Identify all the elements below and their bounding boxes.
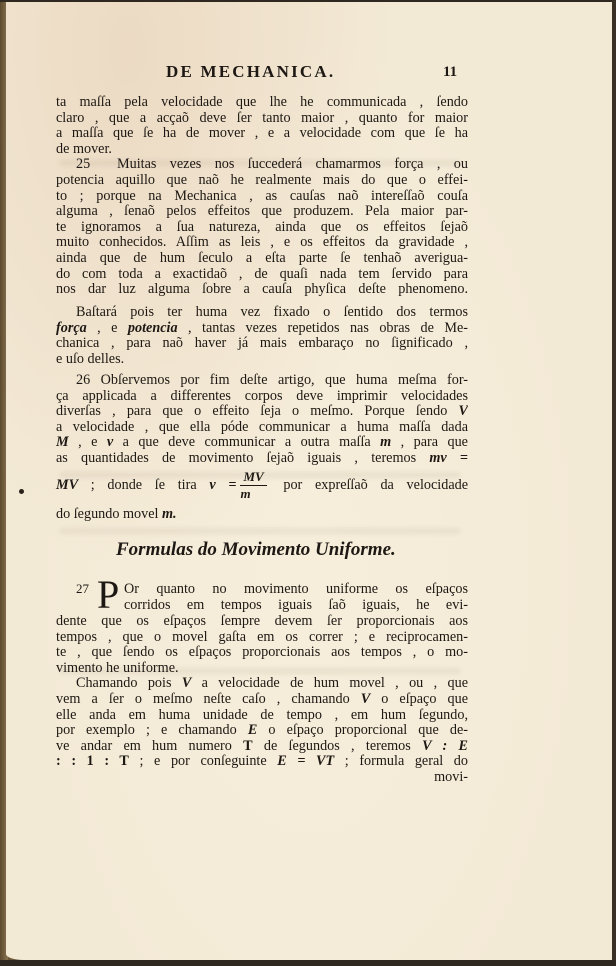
text-line xyxy=(56,451,468,467)
paragraph-26-first-line xyxy=(56,373,468,389)
text-line: te , que ſendo os eſpaços proporcionais aos tempos , o mo- xyxy=(56,645,468,661)
paragraph-number: 25 xyxy=(76,157,91,173)
text-line: dente que os eſpaços ſempre devem ſer proporcionais aos xyxy=(56,614,468,629)
text-line: claro , que a acçaõ deve ſer tanto maior , quanto for maior xyxy=(56,110,468,126)
text-fragment: do ſegundo movel xyxy=(56,507,162,522)
body-text-para25b xyxy=(56,305,468,367)
text-line: do com toda a exactidaõ , de quaſi nada tem ſervido para xyxy=(56,266,468,282)
text-line: potencia aquillo que naõ he realmente mais do que o effei- xyxy=(56,172,468,188)
math-ratio: V : E xyxy=(422,738,468,754)
text-line xyxy=(56,723,468,739)
paragraph-number: 27 xyxy=(76,581,89,596)
text-fragment: , e xyxy=(68,435,107,451)
text-line: nos dar luz alguma ſobre a cauſa phyſica deſte phenomeno. xyxy=(56,282,468,298)
text-line: ainda que de hum ſeculo a eſta parte ſe tenhaõ averigua- xyxy=(56,250,468,266)
text-fragment: vem a ſer o meſmo neſte caſo , chamando xyxy=(56,691,361,707)
body-text-lower xyxy=(56,614,468,786)
math-fraction xyxy=(240,470,266,501)
text-fragment: a velocidade de hum movel , ou , que xyxy=(191,676,468,692)
text-fragment: , e xyxy=(86,320,128,336)
drop-cap: P xyxy=(97,572,120,617)
body-text-para26-end xyxy=(56,507,468,523)
text-fragment: , tantas vezes repetidos nas obras de Me- xyxy=(177,320,468,336)
text-fragment: de ſegundos , teremos xyxy=(252,738,423,754)
text-line: a velocidade , que ella póde communicar a huma maſſa dada xyxy=(56,419,468,435)
math-variable: V xyxy=(181,676,192,692)
text-line: muito conhecidos. Aſſim as leis , e os effeitos da gravidade , xyxy=(56,235,468,251)
text-line: Or quanto no movimento uniforme os eſpaços xyxy=(124,582,468,597)
math-variable: m. xyxy=(162,507,177,522)
text-line: e uſo delles. xyxy=(56,351,125,367)
ink-speck xyxy=(19,489,24,494)
text-line xyxy=(56,507,468,523)
text-fragment: a que deve communicar a outra maſſa xyxy=(113,435,381,451)
text-fragment: ; donde ſe tira xyxy=(78,477,210,493)
text-line: ta maſſa pela velocidade que lhe he communicada , ſendo xyxy=(56,95,468,110)
math-variable: V xyxy=(458,404,468,420)
text-line xyxy=(56,321,468,337)
text-fragment: ; e por conſeguinte xyxy=(128,754,278,770)
text-line-with-fraction xyxy=(56,468,468,502)
text-line xyxy=(56,676,468,692)
math-variable: V xyxy=(360,691,371,707)
math-ratio: : : 1 : T xyxy=(56,754,129,770)
body-text-upper xyxy=(56,95,468,298)
page-top-edge xyxy=(0,0,616,2)
text-line: Baſtará pois ter huma vez fixado o ſentido dos termos xyxy=(76,305,468,320)
text-fragment: por expreſſaõ da velocidade xyxy=(270,477,469,493)
page-bottom-edge xyxy=(0,960,616,966)
page-number: 11 xyxy=(443,64,458,80)
text-fragment: o eſpaço proporcional que de- xyxy=(257,723,468,739)
math-variable: v xyxy=(106,435,114,451)
text-fragment: , para que xyxy=(391,435,468,451)
section-heading: Formulas do Movimento Uniforme. xyxy=(116,539,396,560)
math-equation: v = xyxy=(209,477,237,493)
text-fragment: ; formula geral do xyxy=(334,754,468,770)
text-line: ça applicada a differentes corpos deve imprimir velocidades xyxy=(56,388,468,404)
paragraph-number: 26 xyxy=(76,373,91,388)
text-line: a maſſa que ſe ha de mover , e a velocidade com que ſe ha xyxy=(56,126,468,142)
math-equation: E = VT xyxy=(277,754,335,770)
text-line xyxy=(56,692,468,708)
running-head-title: DE MECHANICA. xyxy=(166,62,336,81)
text-line: tempos , que o movel gaſta em os correr ; e reciprocamen- xyxy=(56,629,468,645)
text-line xyxy=(56,739,468,755)
term-forca: força xyxy=(56,320,87,336)
math-variable: m xyxy=(380,435,392,451)
text-line: te ignoramos a ſua natureza, ainda que os effeitos ſejaõ xyxy=(56,219,468,235)
catchword: movi- xyxy=(434,769,468,785)
math-variable: MV xyxy=(56,477,79,493)
text-line xyxy=(56,404,468,420)
term-potencia: potencia xyxy=(127,320,178,336)
text-fragment: as quantidades de movimento ſejaõ iguais , teremos xyxy=(56,450,430,466)
text-line: elle anda em huma unidade de tempo , em hum ſegundo, xyxy=(56,707,468,723)
math-variable: E xyxy=(247,723,258,739)
text-line: alguma , ſenaõ pelos effeitos que produzem. Pela maior par- xyxy=(56,204,468,220)
text-fragment: Obſervemos por fim deſte artigo, que huma meſma for- xyxy=(100,373,468,388)
text-line xyxy=(56,754,468,770)
body-text-para26 xyxy=(56,373,468,467)
math-variable: M xyxy=(56,435,69,451)
text-line: Muitas vezes nos ſuccederá chamarmos força , ou xyxy=(116,157,468,173)
text-fragment: ve andar em hum numero xyxy=(56,738,244,754)
text-fragment: Chamando pois xyxy=(76,676,182,692)
text-line: corridos em tempos iguais ſaõ iguais, he evi- xyxy=(124,597,468,613)
text-line xyxy=(56,435,468,451)
text-line: de mover. xyxy=(56,141,112,157)
page-right-edge xyxy=(612,0,616,966)
text-line: vimento he uniforme. xyxy=(56,660,179,676)
fraction-denominator: m xyxy=(240,486,251,502)
text-line: chanica , para naõ haver já mais embaraço no ſignificado , xyxy=(56,336,468,352)
paragraph-27-dropcap-lines xyxy=(124,582,468,613)
body-text-para26-fraction xyxy=(56,468,468,502)
paragraph-25-first-line xyxy=(56,157,468,173)
fraction-numerator: MV xyxy=(240,470,266,486)
text-fragment: por exemplo ; e chamando xyxy=(56,723,248,739)
show-through-ink xyxy=(60,528,460,534)
text-fragment: diverſas , para que o effeito ſeja o meſmo. Porque ſendo xyxy=(56,404,459,420)
text-fragment: o eſpaço que xyxy=(370,691,468,707)
math-equation: mv = xyxy=(429,450,468,466)
math-variable: T xyxy=(243,738,253,754)
text-line: to ; porque na Mechanica , as cauſas naõ intereſſaõ couſa xyxy=(56,188,468,204)
